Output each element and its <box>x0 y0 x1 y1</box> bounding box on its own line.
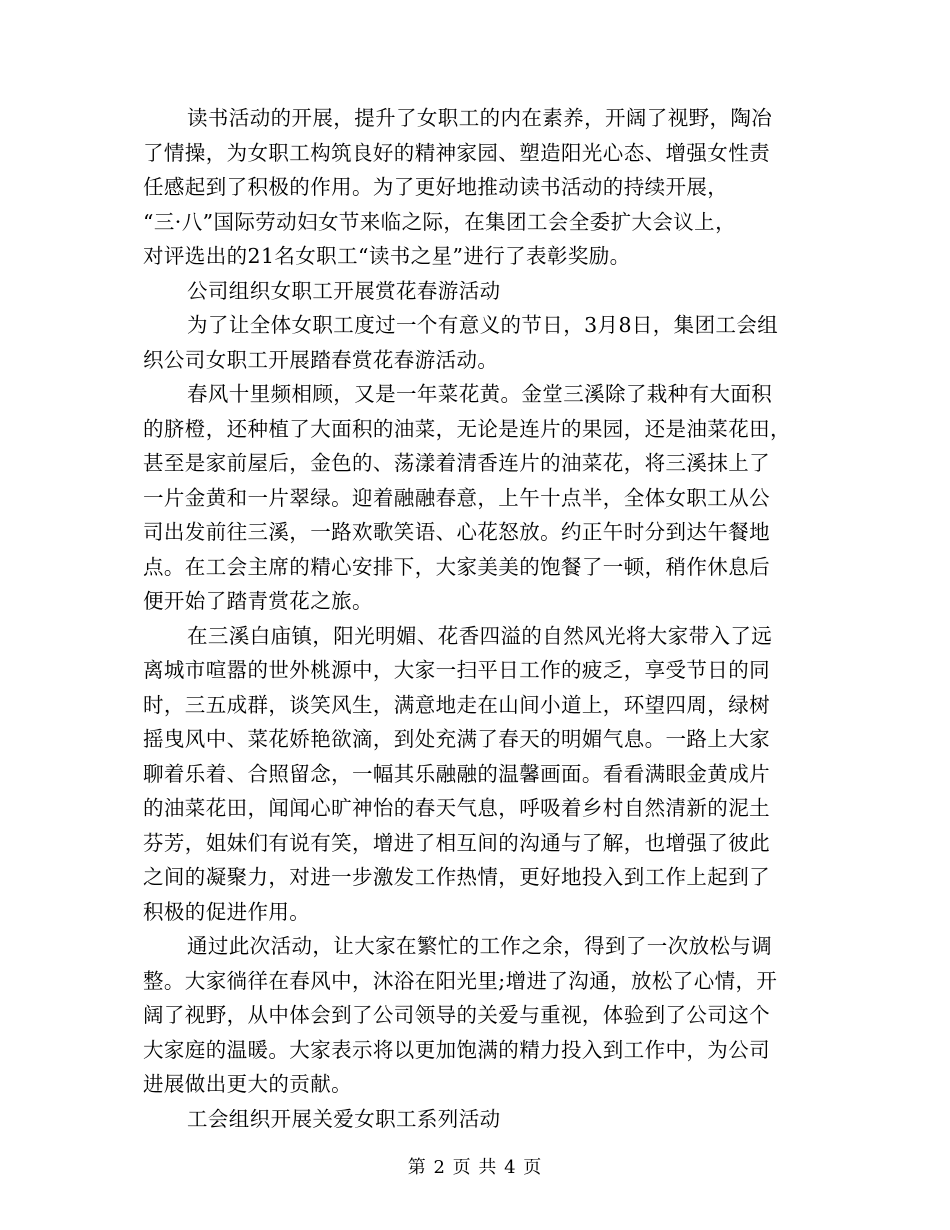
text-line: 任感起到了积极的作用。为了更好地推动读书活动的持续开展， <box>143 175 729 199</box>
text-line: “三·八”国际劳动妇女节来临之际，在集团工会全委扩大会议上， <box>143 209 736 234</box>
text-line: 聊着乐着、合照留念，一幅其乐融融的温馨画面。看看满眼金黄成片 <box>143 761 770 786</box>
text-line: 点。在工会主席的精心安排下，大家美美的饱餐了一顿，稍作休息后 <box>143 554 770 579</box>
section-heading: 工会组织开展关爱女职工系列活动 <box>187 1106 501 1131</box>
text-line: 进展做出更大的贡献。 <box>143 1072 352 1096</box>
text-line: 之间的凝聚力，对进一步激发工作热情，更好地投入到工作上起到了 <box>143 865 770 889</box>
text-line: 读书活动的开展，提升了女职工的内在素养，开阔了视野，陶冶 <box>187 106 773 130</box>
text-line: 的油菜花田，闻闻心旷神怡的春天气息，呼吸着乡村自然清新的泥土 <box>143 796 770 820</box>
text-line: 便开始了踏青赏花之旅。 <box>143 589 373 613</box>
page-number-footer: 第 2 页 共 4 页 <box>407 1157 543 1178</box>
text-line: 在三溪白庙镇，阳光明媚、花香四溢的自然风光将大家带入了远 <box>187 623 773 648</box>
text-line: 的脐橙，还种植了大面积的油菜，无论是连片的果园，还是油菜花田， <box>143 416 791 441</box>
text-line: 大家庭的温暖。大家表示将以更加饱满的精力投入到工作中，为公司 <box>143 1037 770 1062</box>
text-line: 司出发前往三溪，一路欢歌笑语、心花怒放。约正午时分到达午餐地 <box>143 520 770 544</box>
text-line: 整。大家徜徉在春风中，沐浴在阳光里;增进了沟通，放松了心情，开 <box>143 968 778 993</box>
text-line: 芬芳，姐妹们有说有笑，增进了相互间的沟通与了解，也增强了彼此 <box>143 830 770 855</box>
text-line: 通过此次活动，让大家在繁忙的工作之余，得到了一次放松与调 <box>187 934 773 958</box>
text-line: 积极的促进作用。 <box>143 899 311 924</box>
text-line: 为了让全体女职工度过一个有意义的节日，3月8日，集团工会组 <box>187 313 779 337</box>
text-line: 对评选出的21名女职工“读书之星”进行了表彰奖励。 <box>143 244 631 268</box>
section-heading: 公司组织女职工开展赏花春游活动 <box>187 278 501 303</box>
text-line: 离城市喧嚣的世外桃源中，大家一扫平日工作的疲乏，享受节日的同 <box>143 658 770 682</box>
text-line: 摇曳风中、菜花娇艳欲滴，到处充满了春天的明媚气息。一路上大家 <box>143 727 770 751</box>
text-line: 甚至是家前屋后，金色的、荡漾着清香连片的油菜花，将三溪抹上了 <box>143 451 770 475</box>
document-body <box>143 101 803 1136</box>
text-line: 时，三五成群，谈笑风生，满意地走在山间小道上，环望四周，绿树 <box>143 692 770 717</box>
text-line: 了情操，为女职工构筑良好的精神家园、塑造阳光心态、增强女性责 <box>143 140 770 165</box>
text-line: 一片金黄和一片翠绿。迎着融融春意，上午十点半，全体女职工从公 <box>143 485 770 510</box>
text-line: 春风十里频相顾，又是一年菜花黄。金堂三溪除了栽种有大面积 <box>187 382 773 406</box>
text-line: 织公司女职工开展踏春赏花春游活动。 <box>143 347 499 372</box>
text-line: 阔了视野，从中体会到了公司领导的关爱与重视，体验到了公司这个 <box>143 1003 770 1027</box>
